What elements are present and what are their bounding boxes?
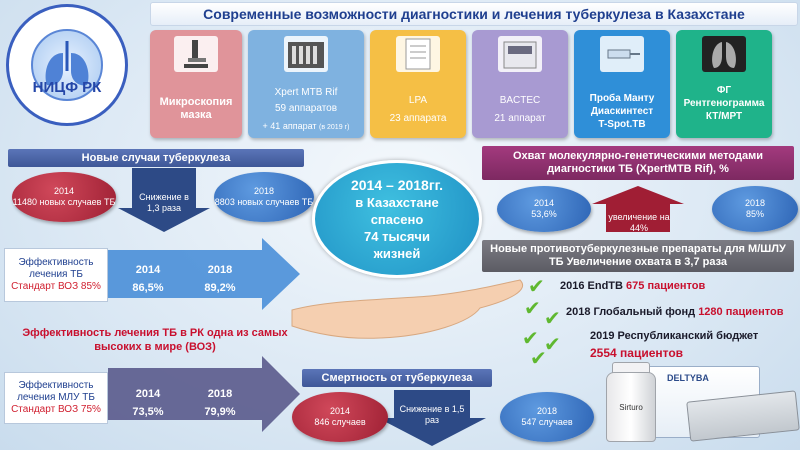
center-line: 74 тысячи xyxy=(364,228,430,244)
card-label: T-Spot.TB xyxy=(598,119,646,130)
value-label: 547 случаев xyxy=(521,417,573,427)
checkmark-icon: ✔ xyxy=(544,334,561,356)
year-label: 2018 xyxy=(536,406,558,416)
card-count: 23 аппарата xyxy=(389,113,447,124)
efficiency-tb-year-2018: 2018 xyxy=(207,264,233,276)
efficiency-standard: Стандарт ВОЗ 85% xyxy=(11,281,101,292)
year-label: 2018 xyxy=(744,198,766,208)
drug-item-budget: 2019 Республиканский бюджет xyxy=(590,330,759,342)
value-label: 53,6% xyxy=(531,209,557,219)
efficiency-rk-note: Эффективность лечения ТБ в РК одна из самых высоких в мире (ВОЗ) xyxy=(22,327,288,353)
checkmark-icon: ✔ xyxy=(524,298,541,320)
checkmark-icon: ✔ xyxy=(528,276,545,298)
year-label: 2014 xyxy=(53,186,74,196)
page-title: Современные возможности диагностики и лечения туберкулеза в Казахстане xyxy=(150,2,798,26)
drug-item-budget-patients: 2554 пациентов xyxy=(590,346,684,360)
efficiency-mdr-box xyxy=(4,372,108,424)
center-line: спасено xyxy=(370,211,424,227)
hand-icon xyxy=(292,280,523,338)
value-label: 846 случаев xyxy=(314,417,366,427)
efficiency-tb-value-2014: 86,5% xyxy=(132,282,164,294)
molecular-2018 xyxy=(712,186,798,232)
year-label: 2018 xyxy=(253,186,274,196)
efficiency-tb-box xyxy=(4,248,108,302)
mortality-2014 xyxy=(292,392,388,442)
mortality-header: Смертность от туберкулеза xyxy=(302,369,492,387)
year-label: 2014 xyxy=(329,406,351,416)
value-label: 8803 новых случаев ТБ xyxy=(214,197,314,207)
new-cases-2018 xyxy=(214,172,314,222)
year-label: 2014 xyxy=(533,198,555,208)
card-extra: + 41 аппарат (в 2019 г) xyxy=(262,121,350,131)
value-label: 11480 новых случаев ТБ xyxy=(12,197,116,207)
molecular-2014 xyxy=(497,186,591,232)
mortality-decrease: Снижение в 1,5 раз xyxy=(399,404,465,425)
card-label: LPA xyxy=(408,95,428,106)
efficiency-mdr-year-2018: 2018 xyxy=(207,388,233,400)
efficiency-label: Эффективность лечения МЛУ ТБ xyxy=(17,380,95,403)
card-count: 59 аппаратов xyxy=(274,103,338,114)
lives-saved-badge xyxy=(312,160,482,278)
mortality-2018 xyxy=(500,392,594,442)
card-label: Проба Манту xyxy=(589,93,655,104)
center-years: 2014 – 2018гг. xyxy=(350,176,443,193)
checkmark-icon: ✔ xyxy=(544,308,561,330)
efficiency-tb-value-2018: 89,2% xyxy=(204,282,236,294)
bottle-label: Sirturo xyxy=(619,403,643,412)
card-label: Микроскопия мазка xyxy=(159,96,233,121)
efficiency-mdr-value-2014: 73,5% xyxy=(132,406,164,418)
drug-item-global-fund: 2018 Глобальный фонд 1280 пациентов xyxy=(566,306,784,318)
efficiency-mdr-year-2014: 2014 xyxy=(135,388,161,400)
center-line: жизней xyxy=(373,245,421,261)
efficiency-mdr-value-2018: 79,9% xyxy=(204,406,236,418)
card-label: Диаскинтест xyxy=(590,106,654,117)
card-count: 21 аппарат xyxy=(494,113,546,124)
molecular-header: Охват молекулярно-генетическими методами диагностики ТБ (XpertMTB Rif), % xyxy=(482,146,794,180)
efficiency-tb-year-2014: 2014 xyxy=(135,264,161,276)
checkmark-icon: ✔ xyxy=(530,348,547,370)
value-label: 85% xyxy=(745,209,764,219)
logo-text: НИЦФ РК xyxy=(32,79,102,96)
card-label: Рентгенограмма xyxy=(683,98,765,109)
drug-item-endtb: 2016 EndTB 675 пациентов xyxy=(560,280,706,292)
card-label: BACTEC xyxy=(499,95,541,106)
drugs-header: Новые противотуберкулезные препараты для М/ШЛУ ТБ Увеличение охвата в 3,7 раза xyxy=(482,240,794,272)
new-cases-2014 xyxy=(12,172,116,222)
card-label: ФГ xyxy=(716,85,732,96)
card-label: КТ/МРТ xyxy=(705,111,743,122)
medicine-bottle xyxy=(606,372,656,442)
new-cases-header: Новые случаи туберкулеза xyxy=(8,149,304,167)
molecular-increase: увеличение на 44% xyxy=(608,212,670,233)
card-label: Xpert MTB Rif xyxy=(274,87,338,98)
checkmark-icon: ✔ xyxy=(522,328,539,350)
box-label: DELTYBA xyxy=(667,373,709,383)
center-line: в Казахстане xyxy=(355,194,439,210)
efficiency-standard: Стандарт ВОЗ 75% xyxy=(11,404,101,415)
efficiency-label: Эффективность лечения ТБ xyxy=(18,257,94,280)
new-cases-decrease: Снижение в 1,3 раза xyxy=(139,192,189,213)
